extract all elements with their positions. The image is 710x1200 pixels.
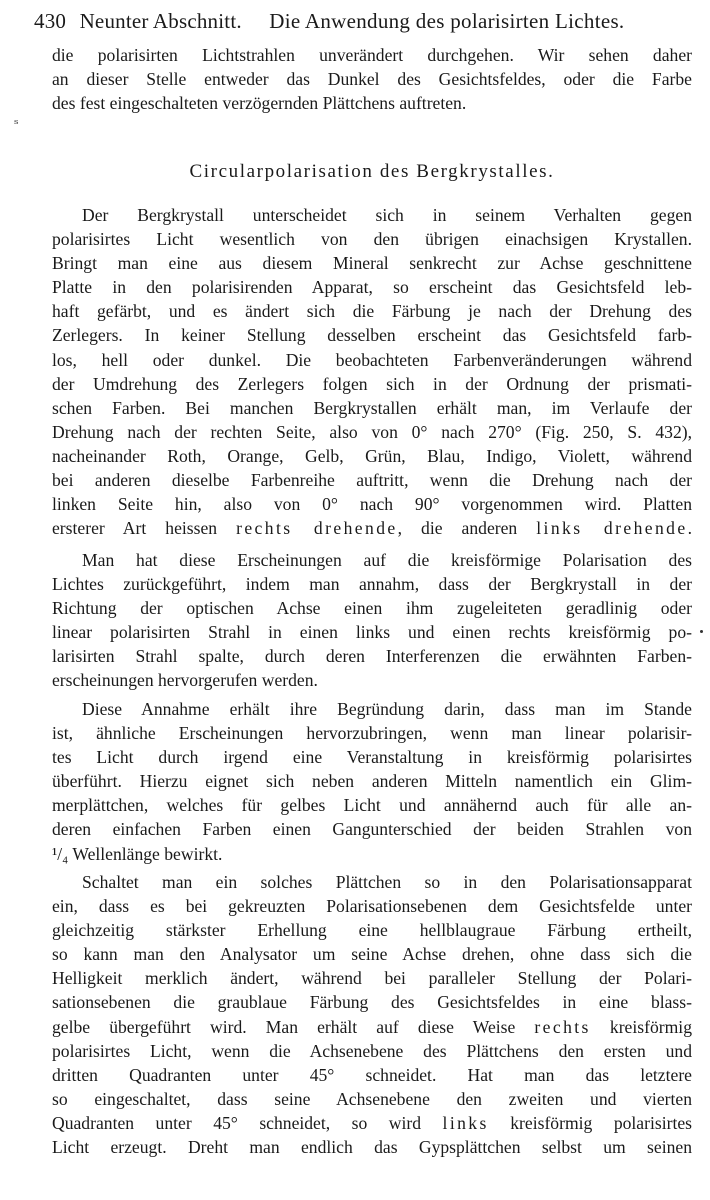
text-line: die polarisirten Lichtstrahlen unverändert durchgehen. Wir sehen daher xyxy=(52,45,692,65)
text-line: dritten Quadranten unter 45° schneidet. Hat man das letztere xyxy=(52,1064,692,1085)
text-line xyxy=(52,516,692,540)
text-line: larisirten Strahl spalte, durch deren Interferenzen die erwähnten Farben- xyxy=(52,646,692,667)
paragraph-1 xyxy=(52,203,692,540)
text-line: polarisirtes Licht wesentlich von den übrigen einachsigen Krystallen. xyxy=(52,229,692,250)
text-line: deren einfachen Farben einen Gangunterschied der beiden Strahlen von xyxy=(52,819,692,840)
text-line: polarisirtes Licht, wenn die Achsenebene des Plättchens den ersten und xyxy=(52,1040,692,1061)
text-line: tes Licht durch irgend eine Veranstaltung in kreisförmig polarisirtes xyxy=(52,747,692,768)
text-fragment: . xyxy=(687,518,692,539)
text-line: Drehung nach der rechten Seite, also von 0° nach 270° (Fig. 250, S. 432), xyxy=(52,421,692,442)
chapter-title: Die Anwendung des polarisirten Lichtes. xyxy=(269,9,625,33)
text-line: sationsebenen die graublaue Färbung des Gesichtsfeldes in eine blass- xyxy=(52,992,692,1013)
text-line: linken Seite hin, also von 0° nach 90° vorgenommen wird. Platten xyxy=(52,494,692,515)
text-line: haft gefärbt, und es ändert sich die Färbung je nach der Drehung des xyxy=(52,301,692,322)
text-line: Lichtes zurückgeführt, indem man annahm, dass der Bergkrystall in der xyxy=(52,574,692,595)
text-line: Der Bergkrystall unterscheidet sich in seinem Verhalten gegen xyxy=(82,205,692,225)
emphasis-text: links drehende xyxy=(536,518,688,539)
text-line: Licht erzeugt. Dreht man endlich das Gypsplättchen selbst um seinen xyxy=(52,1137,692,1158)
text-line: der Umdrehung des Zerlegers folgen sich in der Ordnung der prismati- xyxy=(52,373,692,394)
text-line: merplättchen, welches für gelbes Licht und annähernd auch für alle an- xyxy=(52,795,692,816)
text-line: des fest eingeschalteten verzögernden Plättchens auftreten. xyxy=(52,93,467,114)
text-line: linear polarisirten Strahl in einen links und einen rechts kreisförmig po- xyxy=(52,622,692,643)
text-fragment: , die anderen xyxy=(397,518,537,539)
text-line: Bringt man eine aus diesem Mineral senkrecht zur Achse geschnittene xyxy=(52,253,692,274)
section-title: Neunter Abschnitt. xyxy=(79,9,242,33)
text-fragment: ersterer Art heissen xyxy=(52,518,237,539)
text-line: so eingeschaltet, dass seine Achsenebene den zweiten und vierten xyxy=(52,1088,692,1109)
text-fragment: kreisförmig xyxy=(590,1016,692,1037)
text-line: Zerlegers. In keiner Stellung desselben erscheint das Gesichtsfeld farb- xyxy=(52,325,692,346)
text-line: Helligkeit merklich ändert, während bei paralleler Stellung der Polari- xyxy=(52,968,692,989)
text-line: erscheinungen hervorgerufen werden. xyxy=(52,670,318,691)
paragraph-3 xyxy=(52,697,692,866)
text-line: schen Farben. Bei manchen Bergkrystallen erhält man, im Verlaufe der xyxy=(52,397,692,418)
text-line: nacheinander Roth, Orange, Gelb, Grün, Blau, Indigo, Violett, während xyxy=(52,445,692,466)
section-heading: Circularpolarisation des Bergkrystalles. xyxy=(189,161,555,182)
emphasis-text: rechts xyxy=(534,1016,591,1037)
margin-dot xyxy=(700,630,703,633)
text-line: überführt. Hierzu eignet sich neben anderen Mitteln namentlich ein Glim- xyxy=(52,771,692,792)
text-line: gleichzeitig stärkster Erhellung eine hellblaugraue Färbung ertheilt, xyxy=(52,920,692,941)
text-line: ¹/₄ Wellenlänge bewirkt. xyxy=(52,843,223,864)
text-line: Man hat diese Erscheinungen auf die kreisförmige Polarisation des xyxy=(82,550,692,570)
text-line: Platte in den polarisirenden Apparat, so erscheint das Gesichtsfeld leb- xyxy=(52,277,692,298)
text-line: bei anderen dieselbe Farbenreihe auftritt, wenn die Drehung nach der xyxy=(52,470,692,491)
intro-paragraph xyxy=(52,43,692,115)
text-line: Schaltet man ein solches Plättchen so in den Polarisationsapparat xyxy=(82,872,692,892)
text-line xyxy=(52,1111,692,1135)
text-line: ist, ähnliche Erscheinungen hervorzubringen, wenn man linear polarisir- xyxy=(52,723,692,744)
paragraph-2 xyxy=(52,548,692,693)
text-fragment: Quadranten unter 45° schneidet, so wird xyxy=(52,1112,443,1133)
text-fragment: kreisförmig polarisirtes xyxy=(488,1112,692,1133)
text-line: Richtung der optischen Achse einen ihm zugeleiteten geradlinig oder xyxy=(52,598,692,619)
text-line: ein, dass es bei gekreuzten Polarisationsebenen dem Gesichtsfelde unter xyxy=(52,896,692,917)
text-line: los, hell oder dunkel. Die beobachteten Farbenveränderungen während xyxy=(52,349,692,370)
text-line: an dieser Stelle entweder das Dunkel des Gesichtsfeldes, oder die Farbe xyxy=(52,69,692,90)
paragraph-4 xyxy=(52,870,692,1159)
text-fragment: gelbe übergeführt wird. Man erhält auf diese Weise xyxy=(52,1016,535,1037)
emphasis-text: links xyxy=(442,1112,489,1133)
text-line xyxy=(52,1015,692,1039)
text-line: so kann man den Analysator um seine Achse drehen, ohne dass sich die xyxy=(52,944,692,965)
margin-mark: ₛ xyxy=(14,112,19,128)
page-number: 430 xyxy=(34,9,67,33)
text-line: Diese Annahme erhält ihre Begründung darin, dass man im Stande xyxy=(82,699,692,719)
emphasis-text: rechts drehende xyxy=(236,518,398,539)
running-head xyxy=(34,8,684,34)
